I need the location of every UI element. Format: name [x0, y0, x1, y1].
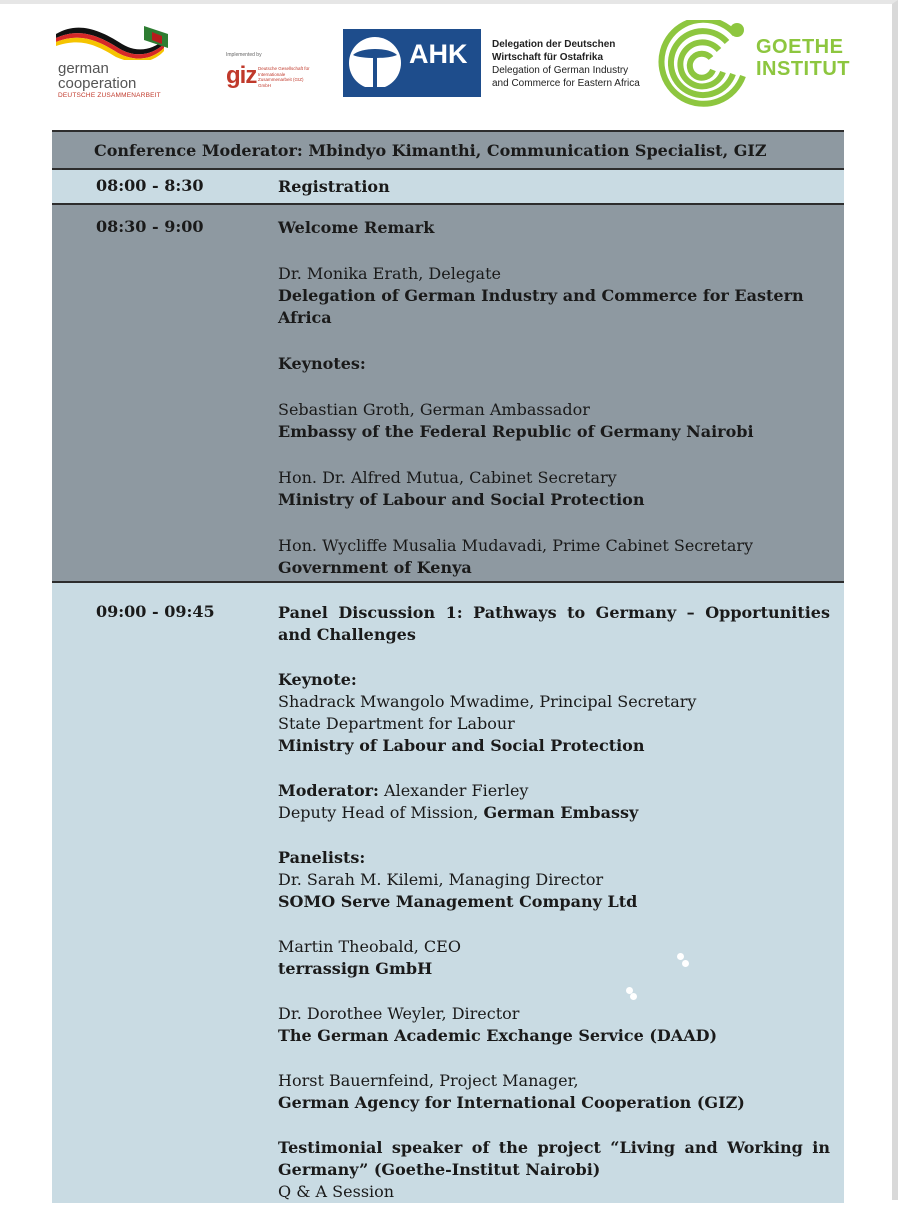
speaker-name: Hon. Dr. Alfred Mutua, Cabinet Secretary [278, 468, 617, 487]
welcome-content [278, 217, 830, 603]
panelist-org: terrassign GmbH [278, 959, 433, 978]
goethe-wordmark [756, 36, 850, 80]
acacia-tree-icon [343, 29, 407, 97]
panelist-org: SOMO Serve Management Company Ltd [278, 892, 638, 911]
qa-session: Q & A Session [278, 1182, 395, 1201]
giz-mark: giz [226, 62, 257, 89]
conference-moderator: Conference Moderator: Mbindyo Kimanthi, Communication Specialist, GIZ [94, 141, 767, 160]
decorative-dot [682, 960, 689, 967]
flag-ribbon-icon [52, 20, 172, 60]
panelist-org: German Agency for International Cooperation (GIZ) [278, 1093, 745, 1112]
agenda-table [52, 130, 844, 1203]
panel-content [278, 602, 830, 1227]
panel-time: 09:00 - 09:45 [96, 602, 215, 621]
goethe-line1: GOETHE [756, 36, 844, 58]
ahk-line3: Delegation of German Industry [492, 65, 629, 76]
registration-title: Registration [278, 177, 390, 196]
moderator-label: Moderator: [278, 781, 379, 800]
decorative-dot [630, 993, 637, 1000]
goethe-spiral-icon [655, 20, 751, 110]
moderator-name: Alexander Fierley [378, 781, 529, 800]
registration-time: 08:00 - 8:30 [96, 176, 204, 195]
goethe-line2: INSTITUT [756, 58, 850, 80]
panelist-org: The German Academic Exchange Service (DAAD) [278, 1026, 718, 1045]
keynote-dept: State Department for Labour [278, 714, 515, 733]
testimonial: Testimonial speaker of the project “Living and Working in Germany” (Goethe-Institut Nairobi) [278, 1138, 830, 1179]
panelist-name: Dr. Sarah M. Kilemi, Managing Director [278, 870, 604, 889]
welcome-time: 08:30 - 9:00 [96, 217, 204, 236]
moderator-org: German Embassy [483, 803, 639, 822]
speaker-name: Hon. Wycliffe Musalia Mudavadi, Prime Cabinet Secretary [278, 536, 754, 555]
gc-line1: german [58, 60, 109, 77]
keynotes-label: Keynotes: [278, 354, 366, 373]
german-cooperation-logo [52, 20, 172, 100]
giz-subtitle: Deutsche Gesellschaft für Internationale Zusammenarbeit (GIZ) GmbH [258, 66, 310, 88]
decorative-dot [677, 953, 684, 960]
speaker-name: Sebastian Groth, German Ambassador [278, 400, 590, 419]
moderator-role: Deputy Head of Mission, [278, 803, 484, 822]
speaker-org: Embassy of the Federal Republic of Germany Nairobi [278, 422, 754, 441]
delegate-name: Dr. Monika Erath, Delegate [278, 264, 501, 283]
panelist-name: Dr. Dorothee Weyler, Director [278, 1004, 520, 1023]
keynote-name: Shadrack Mwangolo Mwadime, Principal Secretary [278, 692, 697, 711]
panelist-name: Horst Bauernfeind, Project Manager, [278, 1071, 579, 1090]
ahk-logo [343, 29, 481, 97]
giz-logo [222, 52, 312, 94]
welcome-title: Welcome Remark [278, 218, 435, 237]
panel-title: Panel Discussion 1: Pathways to Germany – Opportunities and Challenges [278, 603, 830, 644]
welcome-row [52, 203, 844, 583]
panelist-name: Martin Theobald, CEO [278, 937, 461, 956]
ahk-line4: and Commerce for Eastern Africa [492, 78, 640, 89]
speaker-org: Government of Kenya [278, 558, 472, 577]
ahk-mark: AHK [409, 39, 468, 69]
speaker-org: Ministry of Labour and Social Protection [278, 490, 645, 509]
moderator-row [52, 130, 844, 168]
keynote-org: Ministry of Labour and Social Protection [278, 736, 645, 755]
ahk-line1: Delegation der Deutschen [492, 39, 616, 50]
delegate-org: Delegation of German Industry and Commerce for Eastern Africa [278, 286, 804, 327]
ahk-line2: Wirtschaft für Ostafrika [492, 52, 604, 63]
ahk-description [492, 38, 662, 90]
giz-implemented-by: Implemented by [226, 52, 262, 58]
gc-line2: cooperation [58, 75, 137, 92]
panelists-label: Panelists: [278, 848, 366, 867]
keynote-label: Keynote: [278, 670, 357, 689]
registration-row [52, 168, 844, 203]
gc-line3: DEUTSCHE ZUSAMMENARBEIT [58, 92, 161, 99]
panel-row [52, 583, 844, 1203]
